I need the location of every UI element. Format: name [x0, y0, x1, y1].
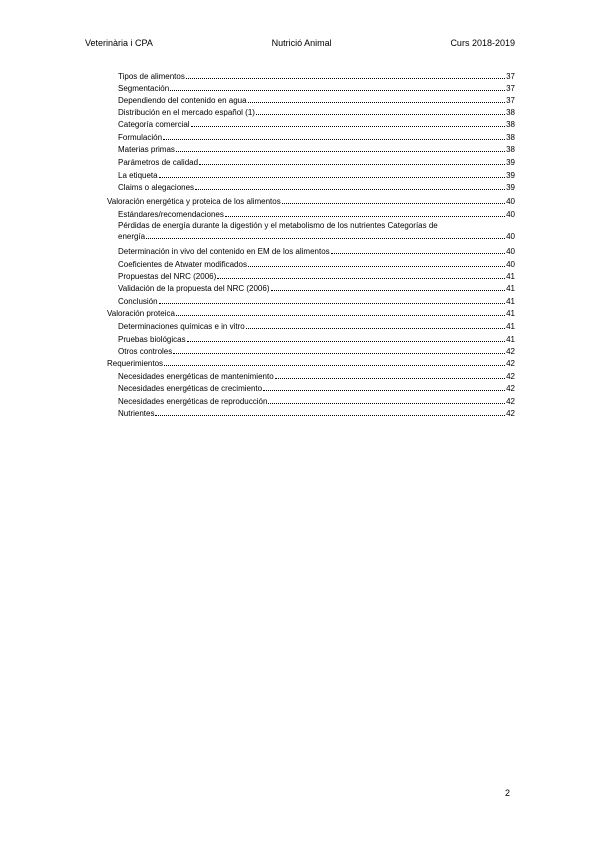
- toc-leader: [248, 259, 505, 267]
- toc-entry-title: Distribución en el mercado español (1): [118, 108, 255, 117]
- toc-entry-page: 38: [506, 133, 515, 142]
- toc-entry-title: Nutrientes: [118, 409, 155, 418]
- toc-leader: [199, 157, 505, 165]
- toc-leader: [263, 383, 505, 391]
- toc-entry[interactable]: [118, 95, 515, 106]
- toc-leader: [186, 71, 505, 79]
- toc-entry[interactable]: [118, 321, 515, 332]
- toc-entry-page: 42: [506, 347, 515, 356]
- toc-entry[interactable]: [118, 132, 515, 143]
- toc-entry-title: Tipos de alimentos: [118, 72, 185, 81]
- toc-entry-title: Propuestas del NRC (2006): [118, 272, 217, 281]
- toc-entry-title: Pérdidas de energía durante la digestión y el metabolismo de los nutrientes Categorías de: [118, 221, 438, 230]
- toc-leader: [173, 346, 505, 354]
- toc-leader: [331, 246, 505, 254]
- toc-leader: [164, 358, 505, 366]
- toc-entry[interactable]: [118, 144, 515, 155]
- toc-leader: [170, 83, 505, 91]
- toc-entry-page: 41: [506, 335, 515, 344]
- toc-leader: [159, 170, 506, 178]
- toc-entry-page: 39: [506, 158, 515, 167]
- header-center: Nutrició Animal: [271, 38, 332, 48]
- toc-entry-title: Formulación: [118, 133, 163, 142]
- toc-section-page: 42: [506, 359, 515, 368]
- toc-leader: [271, 283, 506, 291]
- toc-entry-page: 38: [506, 145, 515, 154]
- toc-entry-page: 40: [506, 210, 515, 219]
- toc-section[interactable]: [107, 358, 515, 369]
- toc-entry-page: 41: [506, 284, 515, 293]
- toc-entry-page: 40: [506, 247, 515, 256]
- toc-leader: [217, 271, 505, 279]
- toc-leader: [256, 107, 505, 115]
- toc-entry-page: 42: [506, 409, 515, 418]
- toc-entry[interactable]: [118, 83, 515, 94]
- toc-entry-title: Estándares/recomendaciones: [118, 210, 224, 219]
- toc-leader: [191, 119, 506, 127]
- toc-entry[interactable]: [118, 408, 515, 419]
- toc-leader: [187, 334, 505, 342]
- toc-entry[interactable]: [118, 209, 515, 220]
- page-header: [85, 38, 515, 52]
- toc-section[interactable]: [107, 308, 515, 319]
- toc-entry-page: 40: [506, 232, 515, 241]
- toc-entry[interactable]: [118, 170, 515, 181]
- toc-section-title: Requerimientos: [107, 359, 164, 368]
- toc-section-page: 40: [506, 197, 515, 206]
- toc-entry-title: Otros controles: [118, 347, 173, 356]
- toc-entry-title: Segmentación: [118, 84, 170, 93]
- toc-entry[interactable]: [118, 396, 515, 407]
- toc-entry-page: 37: [506, 72, 515, 81]
- toc-leader: [146, 231, 505, 239]
- toc-leader: [195, 182, 505, 190]
- toc-entry-page: 41: [506, 272, 515, 281]
- toc-entry[interactable]: [118, 182, 515, 193]
- header-left: Veterinària i CPA: [85, 38, 153, 48]
- toc-entry[interactable]: [118, 107, 515, 118]
- toc-entry-page: 37: [506, 96, 515, 105]
- toc-leader: [246, 321, 505, 329]
- toc-entry-page: 38: [506, 108, 515, 117]
- toc-entry-title: Pruebas biológicas: [118, 335, 186, 344]
- toc-entry-title: La etiqueta: [118, 171, 158, 180]
- toc-entry-page: 40: [506, 260, 515, 269]
- toc-section[interactable]: [107, 196, 515, 207]
- toc-leader: [275, 371, 505, 379]
- toc-entry[interactable]: [118, 346, 515, 357]
- toc-entry-title: Materias primas: [118, 145, 175, 154]
- toc-leader: [176, 308, 505, 316]
- toc-leader: [163, 132, 505, 140]
- toc-entry[interactable]: [118, 371, 515, 382]
- toc-entry-title: Coeficientes de Atwater modificados: [118, 260, 247, 269]
- toc-entry-page: 39: [506, 183, 515, 192]
- toc-entry-page: 42: [506, 397, 515, 406]
- toc-section-title: Valoración energética y proteica de los alimentos: [107, 197, 281, 206]
- toc-entry-page: 38: [506, 120, 515, 129]
- toc-entry-title: Parámetros de calidad: [118, 158, 199, 167]
- toc-entry-page: 42: [506, 372, 515, 381]
- toc-entry-wrapped[interactable]: [118, 221, 515, 242]
- toc-entry[interactable]: [118, 259, 515, 270]
- toc-entry-title: Necesidades energéticas de reproducción: [118, 397, 268, 406]
- toc-section-title: Valoración proteica: [107, 309, 175, 318]
- toc-leader: [248, 95, 506, 103]
- toc-entry[interactable]: [118, 334, 515, 345]
- toc-section-page: 41: [506, 309, 515, 318]
- toc-entry[interactable]: [118, 271, 515, 282]
- toc-entry-title: Dependiendo del contenido en agua: [118, 96, 247, 105]
- toc-entry-title: Categoría comercial: [118, 120, 190, 129]
- toc-leader: [176, 144, 505, 152]
- page-number: 2: [505, 788, 511, 798]
- toc-entry[interactable]: [118, 296, 515, 307]
- toc-leader: [155, 408, 505, 416]
- toc-entry-title: Validación de la propuesta del NRC (2006): [118, 284, 270, 293]
- toc-entry[interactable]: [118, 71, 515, 82]
- toc-entry-title: Necesidades energéticas de crecimiento: [118, 384, 263, 393]
- header-right: Curs 2018-2019: [450, 38, 515, 48]
- toc-leader: [159, 296, 506, 304]
- toc-entry-page: 39: [506, 171, 515, 180]
- toc-leader: [225, 209, 505, 217]
- toc-entry-page: 37: [506, 84, 515, 93]
- toc-entry-title: Claims o alegaciones: [118, 183, 195, 192]
- toc-entry-page: 41: [506, 297, 515, 306]
- toc-entry-title: Determinación in vivo del contenido en EM de los alimentos: [118, 247, 330, 256]
- toc-entry-title: Necesidades energéticas de mantenimiento: [118, 372, 274, 381]
- toc-entry[interactable]: [118, 119, 515, 130]
- toc-entry-page: 41: [506, 322, 515, 331]
- toc-entry-page: 42: [506, 384, 515, 393]
- toc-leader: [268, 396, 505, 404]
- toc-entry-title: Conclusión: [118, 297, 158, 306]
- toc-entry-title-continuation: energía: [118, 232, 146, 241]
- toc-entry-title: Determinaciones químicas e in vitro: [118, 322, 245, 331]
- toc-entry[interactable]: [118, 283, 515, 294]
- toc-entry[interactable]: [118, 246, 515, 257]
- toc-entry[interactable]: [118, 383, 515, 394]
- toc-entry[interactable]: [118, 157, 515, 168]
- toc-leader: [282, 196, 505, 204]
